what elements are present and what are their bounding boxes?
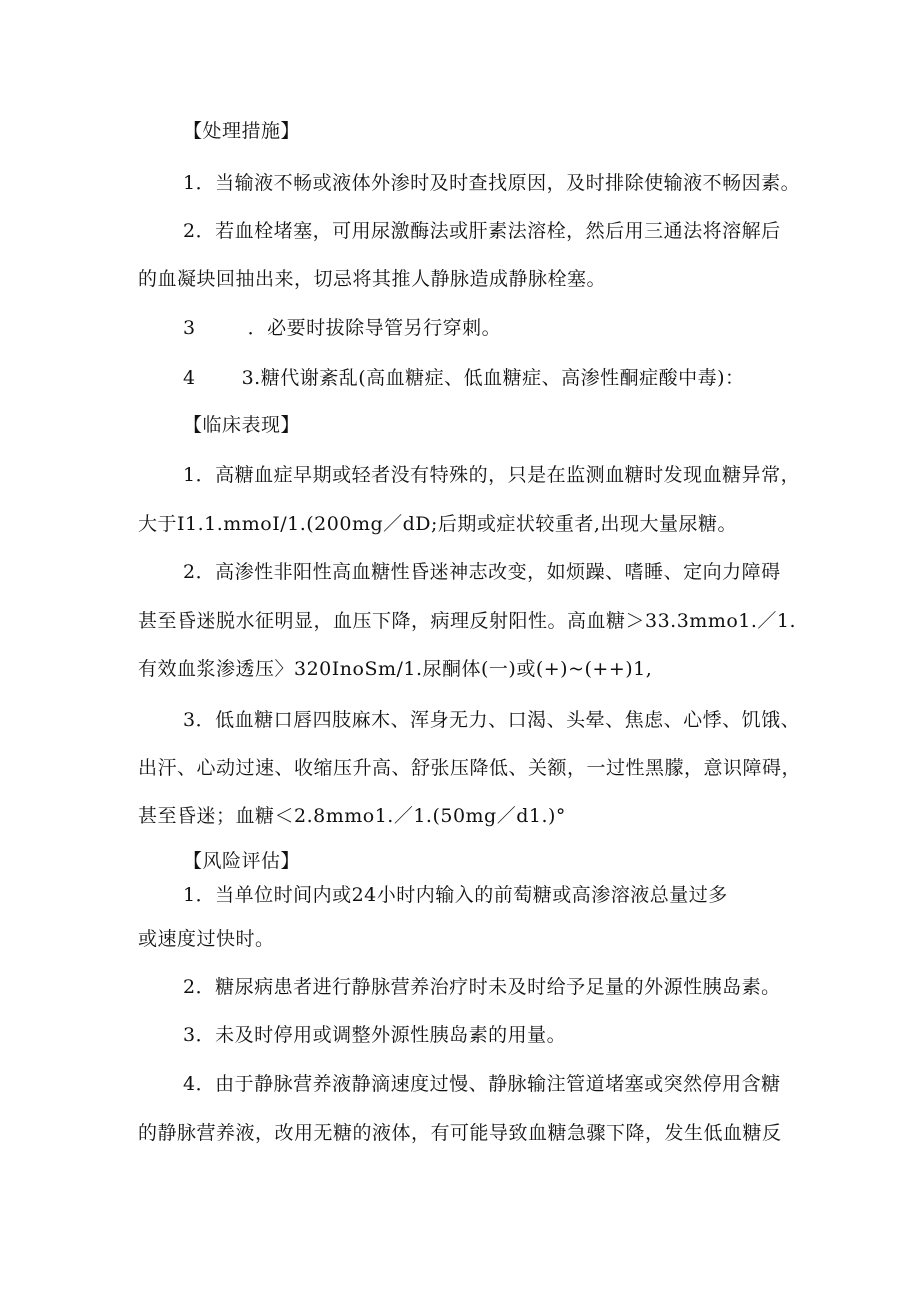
clinical-item-2-line-1: 2．高渗性非阳性高血糖性昏迷神志改变，如烦躁、嗜睡、定向力障碍 <box>183 561 781 583</box>
treatment-item-3-number: 3 <box>183 317 196 339</box>
clinical-item-3-line-1: 3．低血糖口唇四肢麻木、浑身无力、口渴、头晕、焦虑、心悸、饥饿、 <box>183 709 801 731</box>
clinical-item-3-line-3: 甚至昏迷；血糖＜2.8mmo1.／1.(50mg／d1.)° <box>138 805 566 827</box>
section-heading-risk: 【风险评估】 <box>183 850 301 872</box>
clinical-item-2-line-2: 甚至昏迷脱水征明显，血压下降，病理反射阳性。高血糖＞33.3mmo1.／1. <box>138 610 797 632</box>
treatment-item-4 <box>183 365 745 391</box>
risk-item-4-line-2: 的静脉营养液，改用无糖的液体，有可能导致血糖急骤下降，发生低血糖反 <box>138 1122 782 1144</box>
treatment-item-4-number: 4 <box>183 367 196 389</box>
clinical-item-1-line-1: 1．高糖血症早期或轻者没有特殊的，只是在监测血糖时发现血糖异常， <box>183 464 801 486</box>
treatment-item-4-text: 3.糖代谢紊乱(高血糖症、低血糖症、高渗性酮症酸中毒)： <box>241 367 745 389</box>
treatment-item-3-text: ．必要时拔除导管另行穿刺。 <box>247 317 502 339</box>
risk-item-1-line-2: 或速度过快时。 <box>138 928 275 950</box>
risk-item-2: 2．糖尿病患者进行静脉营养治疗时未及时给予足量的外源性胰岛素。 <box>183 976 781 998</box>
treatment-item-2-line-1: 2．若血栓堵塞，可用尿激酶法或肝素法溶栓，然后用三通法将溶解后 <box>183 220 781 242</box>
clinical-item-3-line-2: 出汗、心动过速、收缩压升高、舒张压降低、关额，一过性黑朦，意识障碍， <box>138 757 802 779</box>
risk-item-4-line-1: 4．由于静脉营养液静滴速度过慢、静脉输注管道堵塞或突然停用含糖 <box>183 1073 781 1095</box>
risk-item-1-line-1: 1．当单位时间内或24小时内输入的前萄糖或高渗溶液总量过多 <box>183 884 728 906</box>
risk-item-3: 3．未及时停用或调整外源性胰岛素的用量。 <box>183 1024 567 1046</box>
section-heading-treatment: 【处理措施】 <box>183 120 301 142</box>
treatment-item-3 <box>183 315 501 341</box>
section-heading-clinical: 【临床表现】 <box>183 414 301 436</box>
treatment-item-1: 1．当输液不畅或液体外渗时及时查找原因，及时排除使输液不畅因素。 <box>183 172 801 194</box>
clinical-item-1-line-2: 大于I1.1.mmoI/1.(200mg／dD;后期或症状较重者,出现大量尿糖。 <box>138 513 737 535</box>
treatment-item-2-line-2: 的血凝块回抽出来，切忌将其推人静脉造成静脉栓塞。 <box>138 268 607 290</box>
clinical-item-2-line-3: 有效血浆渗透压〉320InoSm/1.尿酮体(一)或(+)~(++)1, <box>138 658 653 680</box>
